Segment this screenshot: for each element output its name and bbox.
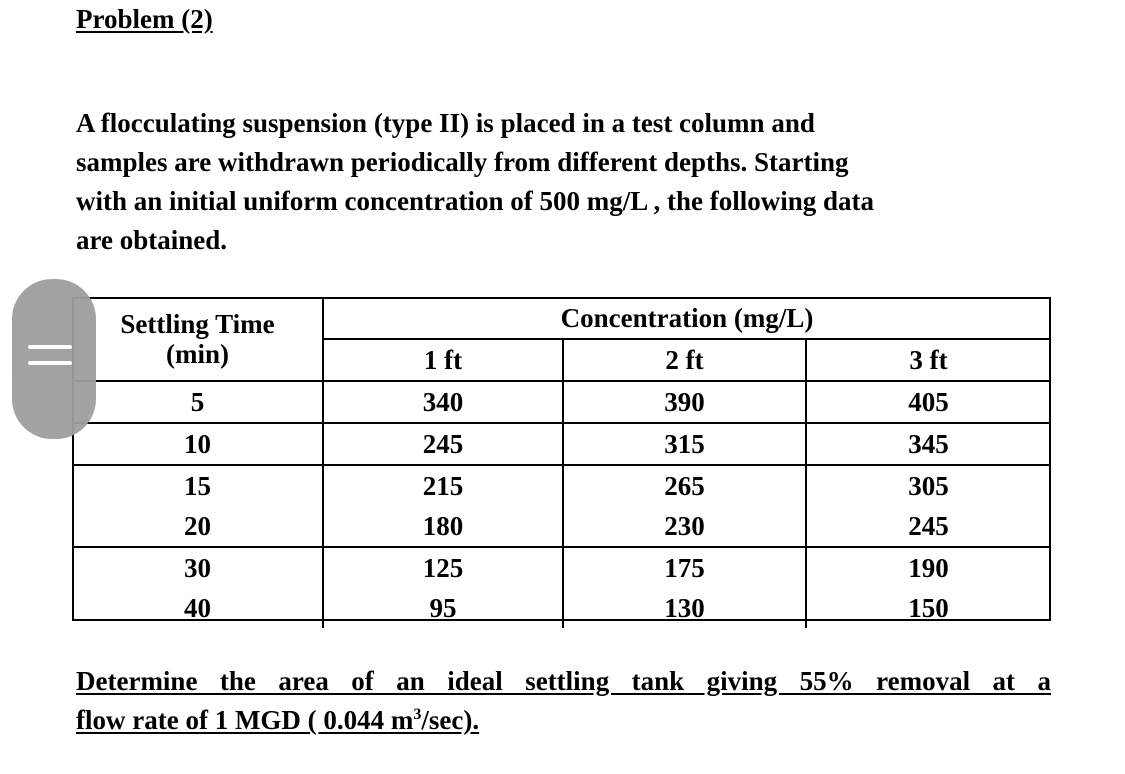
value-cell: 180 [323, 506, 563, 547]
value-cell: 305 [806, 465, 1050, 506]
superscript-exponent: 3 [413, 706, 422, 723]
settling-data-table [73, 298, 1050, 628]
side-drag-handle[interactable] [12, 279, 96, 439]
value-cell: 245 [323, 423, 563, 465]
value-cell: 340 [323, 381, 563, 423]
value-cell: 390 [563, 381, 806, 423]
time-cell: 20 [184, 511, 211, 541]
settling-time-header-line2: (min) [166, 339, 229, 369]
table-row [73, 547, 1050, 588]
depth-header: 1 ft [323, 339, 563, 381]
value-cell: 345 [806, 423, 1050, 465]
value-cell: 215 [323, 465, 563, 506]
question-line: Determine the area of an ideal settling tank giving 55% removal at a [76, 666, 1051, 696]
value-cell: 175 [563, 547, 806, 588]
statement-line: A flocculating suspension (type II) is placed in a test column and [76, 108, 815, 138]
statement-line: are obtained. [76, 225, 228, 255]
table-header-row [73, 298, 1050, 339]
value-cell: 245 [806, 506, 1050, 547]
depth-header: 3 ft [806, 339, 1050, 381]
value-cell: 125 [323, 547, 563, 588]
table-row [73, 381, 1050, 423]
value-cell: 190 [806, 547, 1050, 588]
problem-title: Problem (2) [76, 4, 213, 34]
value-cell: 265 [563, 465, 806, 506]
time-cell: 10 [73, 423, 323, 465]
statement-line: samples are withdrawn periodically from different depths. Starting [76, 147, 849, 177]
question-line [76, 701, 1051, 740]
question-text [76, 662, 1051, 740]
depth-header: 2 ft [563, 339, 806, 381]
value-cell: 405 [806, 381, 1050, 423]
question-line-prefix: flow rate of 1 MGD ( 0.044 m [76, 705, 414, 735]
value-cell: 95 [323, 588, 563, 628]
value-cell: 150 [806, 588, 1050, 628]
table-row [73, 506, 1050, 547]
table-row [73, 423, 1050, 465]
settling-time-header-line1: Settling Time [120, 309, 275, 339]
table-row [73, 465, 1050, 506]
value-cell: 315 [563, 423, 806, 465]
time-cell: 15 [73, 465, 323, 506]
value-cell: 130 [563, 588, 806, 628]
concentration-header: Concentration (mg/L) [323, 298, 1050, 339]
value-cell: 230 [563, 506, 806, 547]
time-cell: 5 [73, 381, 323, 423]
drag-handle-icon [28, 343, 72, 369]
problem-statement [76, 104, 1056, 260]
settling-time-header [73, 298, 323, 381]
question-line-suffix: /sec). [421, 705, 480, 735]
time-cell: 40 [184, 593, 211, 623]
time-cell: 30 [73, 547, 323, 588]
table-row [73, 588, 1050, 628]
statement-line: with an initial uniform concentration of 500 mg/L , the following data [76, 186, 875, 216]
